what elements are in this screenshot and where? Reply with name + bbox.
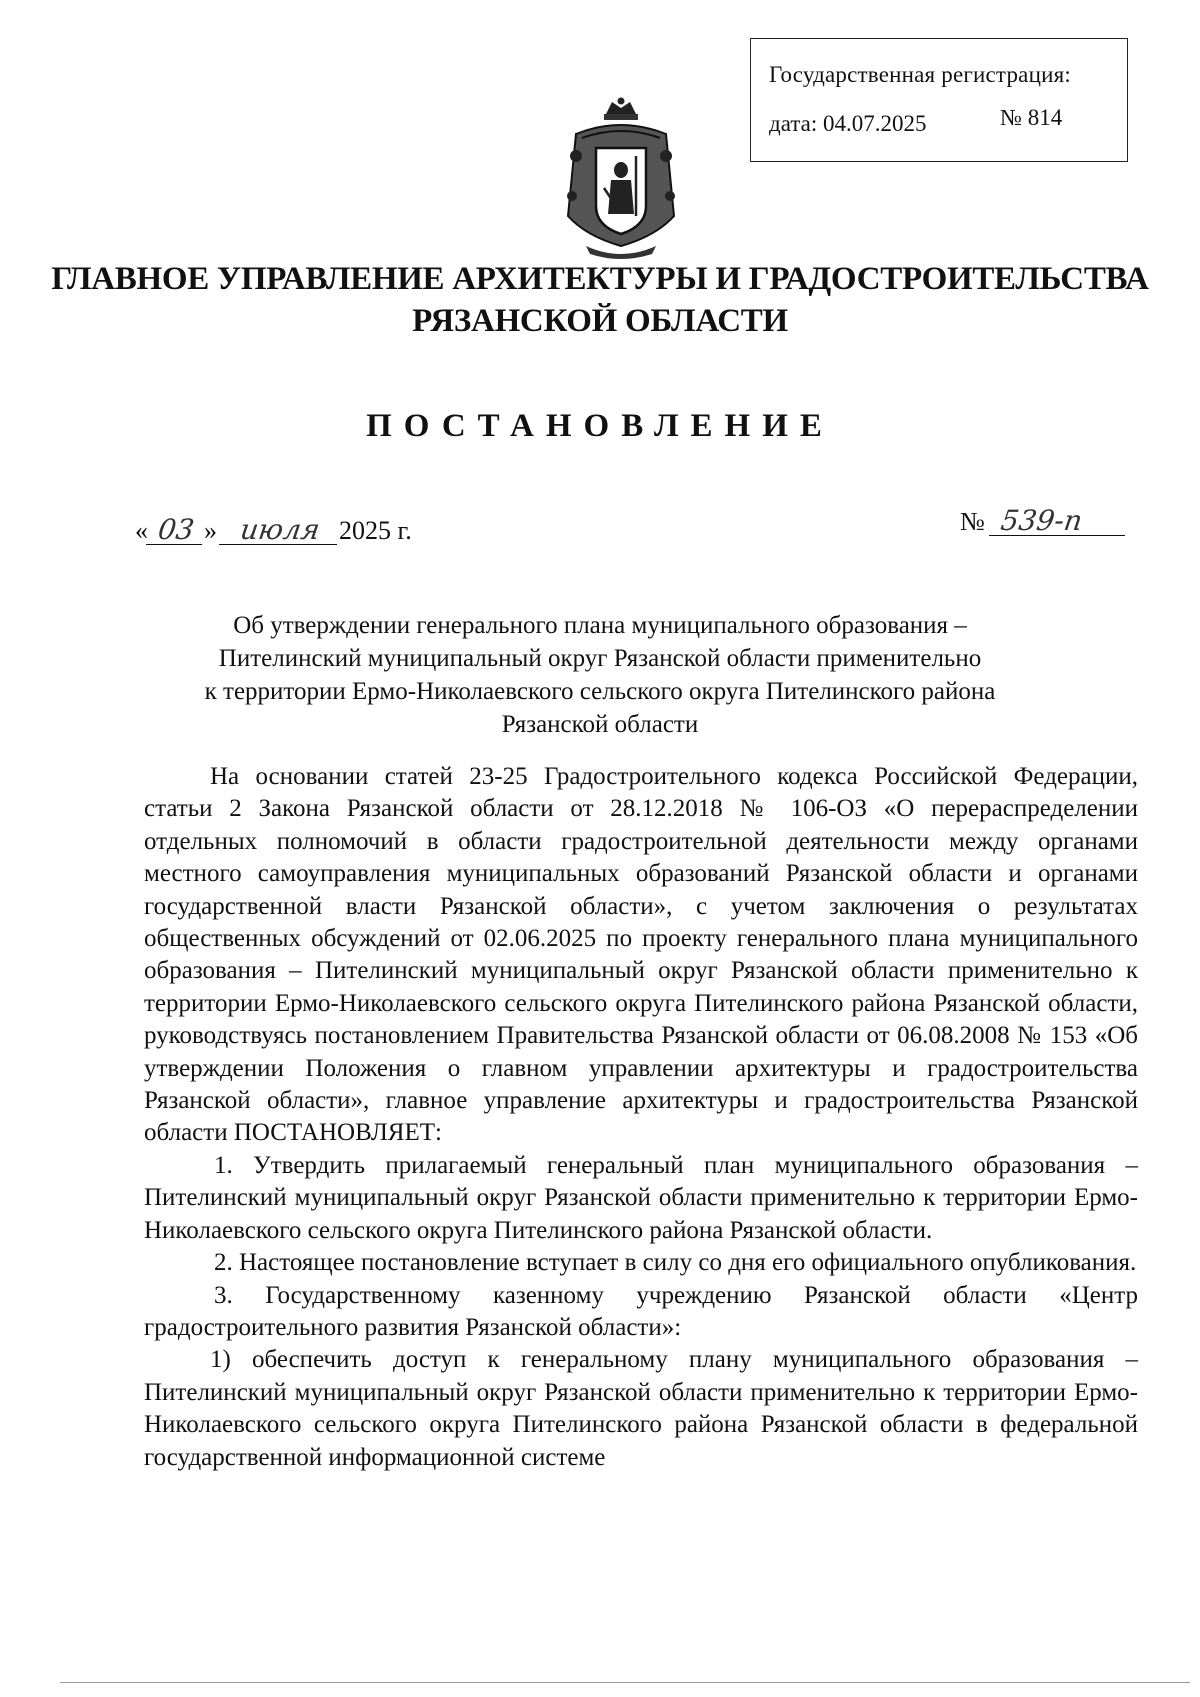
document-body — [144, 761, 1138, 1474]
date-open-quote: « — [135, 516, 148, 545]
registration-title: Государственная регистрация: — [769, 62, 1071, 87]
clause-3: 3. Государственному казенному учреждению Рязанской области «Центр градостроительного развития Рязанской области»: — [144, 1281, 1138, 1341]
organization-title-line-1: ГЛАВНОЕ УПРАВЛЕНИЕ АРХИТЕКТУРЫ И ГРАДОСТРОИТЕЛЬСТВА — [51, 261, 1149, 297]
organization-title-line-2: РЯЗАНСКОЙ ОБЛАСТИ — [412, 303, 788, 339]
state-registration-box — [750, 38, 1128, 162]
registration-number: № 814 — [1000, 105, 1063, 130]
date-month-handwritten: июля — [219, 516, 341, 545]
registration-date: дата: 04.07.2025 — [769, 111, 927, 136]
subject-line-2: Пителинский муниципальный округ Рязанской области применительно — [218, 645, 982, 672]
subject-line-3: к территории Ермо-Николаевского сельского округа Пителинского района — [204, 678, 996, 705]
document-date — [135, 513, 412, 546]
number-value-handwritten: 539-п — [989, 507, 1129, 536]
clause-3-subitem-1: 1) обеспечить доступ к генеральному плану муниципального образования – Пителинский муниципальный округ Рязанской области применительно к территории Ермо-Николаевского сельского округа Пителинского района Рязанской области в федеральной государственной информационной системе — [144, 1346, 1138, 1471]
date-year: 2025 г. — [339, 516, 412, 545]
number-sign: № — [960, 507, 985, 536]
preamble-paragraph: На основании статей 23-25 Градостроительного кодекса Российской Федерации, статьи 2 Закона Рязанской области от 28.12.2018 № 106-ОЗ «О перераспределении отдельных полномочий в области градостроительной деятельности между органами местного самоуправления муниципальных образований Рязанской области и органами государственной власти Рязанской области», с учетом заключения о результатах общественных обсуждений от 02.06.2025 по проекту генерального плана муниципального образования – Пителинский муниципальный округ Рязанской области применительно к территории Ермо-Николаевского сельского округа Пителинского района Рязанской области, руководствуясь постановлением Правительства Рязанской области от 06.08.2008 № 153 «Об утверждении Положения о главном управлении архитектуры и градостроительства Рязанской области», главное управление архитектуры и градостроительства Рязанской области ПОСТАНОВЛЯЕТ: — [144, 763, 1138, 1147]
subject-line-1: Об утверждении генерального плана муниципального образования – — [233, 612, 967, 639]
clause-1: 1. Утвердить прилагаемый генеральный план муниципального образования – Пителинский муниципальный округ Рязанской области применительно к территории Ермо-Николаевского сельского округа Пителинского района Рязанской области. — [144, 1151, 1138, 1244]
date-close-quote: » — [204, 516, 217, 545]
subject-line-4: Рязанской области — [501, 711, 699, 738]
date-day-handwritten: 03 — [146, 516, 206, 545]
document-subject — [0, 609, 1200, 741]
coat-of-arms-icon — [556, 96, 686, 262]
document-number — [960, 504, 1127, 537]
page-edge-line — [60, 1682, 1190, 1683]
clause-2: 2. Настоящее постановление вступает в силу со дня его официального опубликования. — [214, 1249, 1137, 1277]
document-type-heading: ПОСТАНОВЛЕНИЕ — [366, 408, 834, 444]
